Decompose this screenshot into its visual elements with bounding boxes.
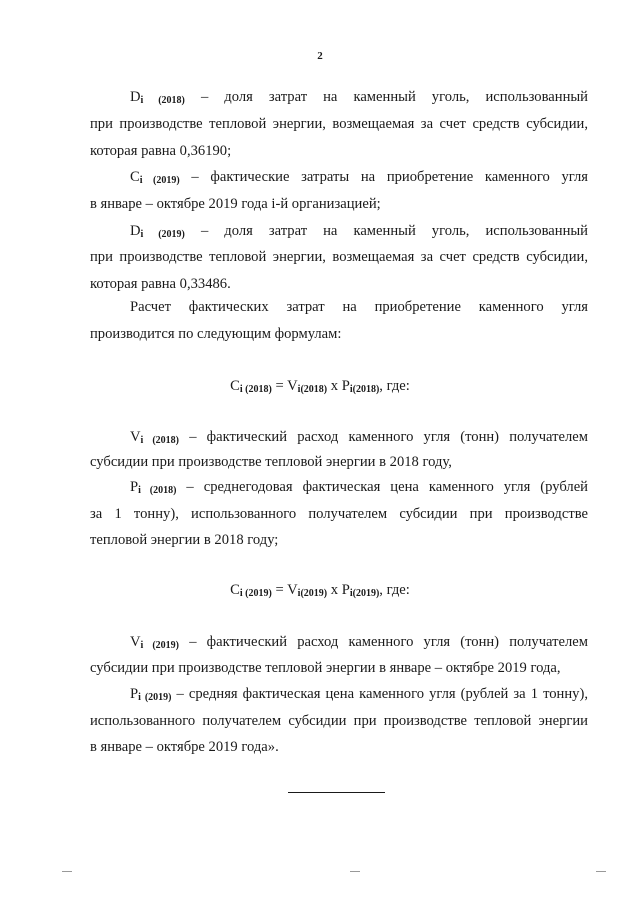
p2019-subscript: i (2019) xyxy=(138,692,172,703)
formula-2019 xyxy=(0,581,640,603)
formula-2018-x: x xyxy=(327,378,342,394)
p2018-line-3: тепловой энергии в 2018 году; xyxy=(90,532,279,548)
p2018-text: – среднегодовая фактическая цена каменного угля (рублей xyxy=(186,479,588,495)
formula-2019-v-sub: i(2019) xyxy=(297,588,328,599)
formula-2019-v: V xyxy=(287,582,298,598)
p2019-line-2: использованного получателем субсидии при производстве тепловой энергии xyxy=(90,713,588,729)
formula-2018-v-sub: i(2018) xyxy=(297,384,328,395)
p2018-subscript: i (2018) xyxy=(138,485,177,496)
c2019-text: – фактические затраты на приобретение каменного угля xyxy=(191,169,588,185)
p2019-text: – средняя фактическая цена каменного угля (рублей за 1 тонну), xyxy=(176,686,588,702)
c2019-line-2: в январе – октябре 2019 года i-й организацией; xyxy=(90,196,381,212)
c2019-symbol: C xyxy=(130,169,140,185)
formula-2018-c: C xyxy=(230,378,240,394)
d2019-text: – доля затрат на каменный уголь, использованный xyxy=(200,223,588,239)
d2018-text: – доля затрат на каменный уголь, использованный xyxy=(200,89,588,105)
v2018-subscript: i (2018) xyxy=(140,435,180,446)
p2018-line-1 xyxy=(130,478,588,500)
d2019-subscript: i (2019) xyxy=(140,229,185,240)
d2018-symbol: D xyxy=(130,89,141,105)
scan-mark-center xyxy=(350,871,360,872)
v2018-line-1 xyxy=(130,428,588,450)
page-number: 2 xyxy=(317,50,323,62)
formula-2018-p: P xyxy=(341,378,350,394)
v2019-line-2: субсидии при производстве тепловой энергии в январе – октябре 2019 года, xyxy=(90,660,561,676)
d2019-symbol: D xyxy=(130,223,141,239)
v2019-text: – фактический расход каменного угля (тонн) получателем xyxy=(189,634,588,650)
v2019-line-1 xyxy=(130,633,588,655)
d2018-line-3: которая равна 0,36190; xyxy=(90,143,232,159)
formula-2018-c-sub: i (2018) xyxy=(239,384,272,395)
v2018-text: – фактический расход каменного угля (тонн) получателем xyxy=(189,429,588,445)
formula-2019-eq: = xyxy=(271,582,288,598)
calc-line-1: Расчет фактических затрат на приобретение каменного угля xyxy=(130,299,588,315)
p2019-line-1 xyxy=(130,685,588,707)
closing-rule xyxy=(288,792,385,793)
formula-2019-p: P xyxy=(341,582,350,598)
scan-mark-left xyxy=(62,871,72,872)
v2018-symbol: V xyxy=(130,429,141,445)
v2018-line-2: субсидии при производстве тепловой энергии в 2018 году, xyxy=(90,454,452,470)
p2019-symbol: P xyxy=(130,686,139,702)
v2019-subscript: i (2019) xyxy=(140,640,180,651)
d2019-line-1 xyxy=(130,222,588,244)
d2019-line-2: при производстве тепловой энергии, возмещаемая за счет средств субсидии, xyxy=(90,249,588,265)
p2018-line-2: за 1 тонну), использованного получателем субсидии при производстве xyxy=(90,506,588,522)
p2019-line-3: в январе – октябре 2019 года». xyxy=(90,739,279,755)
formula-2018-p-sub: i(2018) xyxy=(349,384,380,395)
v2019-symbol: V xyxy=(130,634,141,650)
d2018-subscript: i (2018) xyxy=(140,95,185,106)
formula-2019-c: C xyxy=(230,582,240,598)
formula-2019-x: x xyxy=(327,582,342,598)
d2018-line-2: при производстве тепловой энергии, возмещаемая за счет средств субсидии, xyxy=(90,116,588,132)
formula-2018 xyxy=(0,377,640,399)
d2019-line-3: которая равна 0,33486. xyxy=(90,276,231,292)
formula-2018-tail: , где: xyxy=(379,378,410,394)
formula-2019-p-sub: i(2019) xyxy=(349,588,380,599)
formula-2018-eq: = xyxy=(271,378,288,394)
c2019-line-1 xyxy=(130,168,588,190)
formula-2018-v: V xyxy=(287,378,298,394)
p2018-symbol: P xyxy=(130,479,139,495)
calc-line-2: производится по следующим формулам: xyxy=(90,326,342,342)
d2018-line-1 xyxy=(130,88,588,110)
formula-2019-c-sub: i (2019) xyxy=(239,588,272,599)
scan-mark-right xyxy=(596,871,606,872)
c2019-subscript: i (2019) xyxy=(139,175,180,186)
formula-2019-tail: , где: xyxy=(379,582,410,598)
